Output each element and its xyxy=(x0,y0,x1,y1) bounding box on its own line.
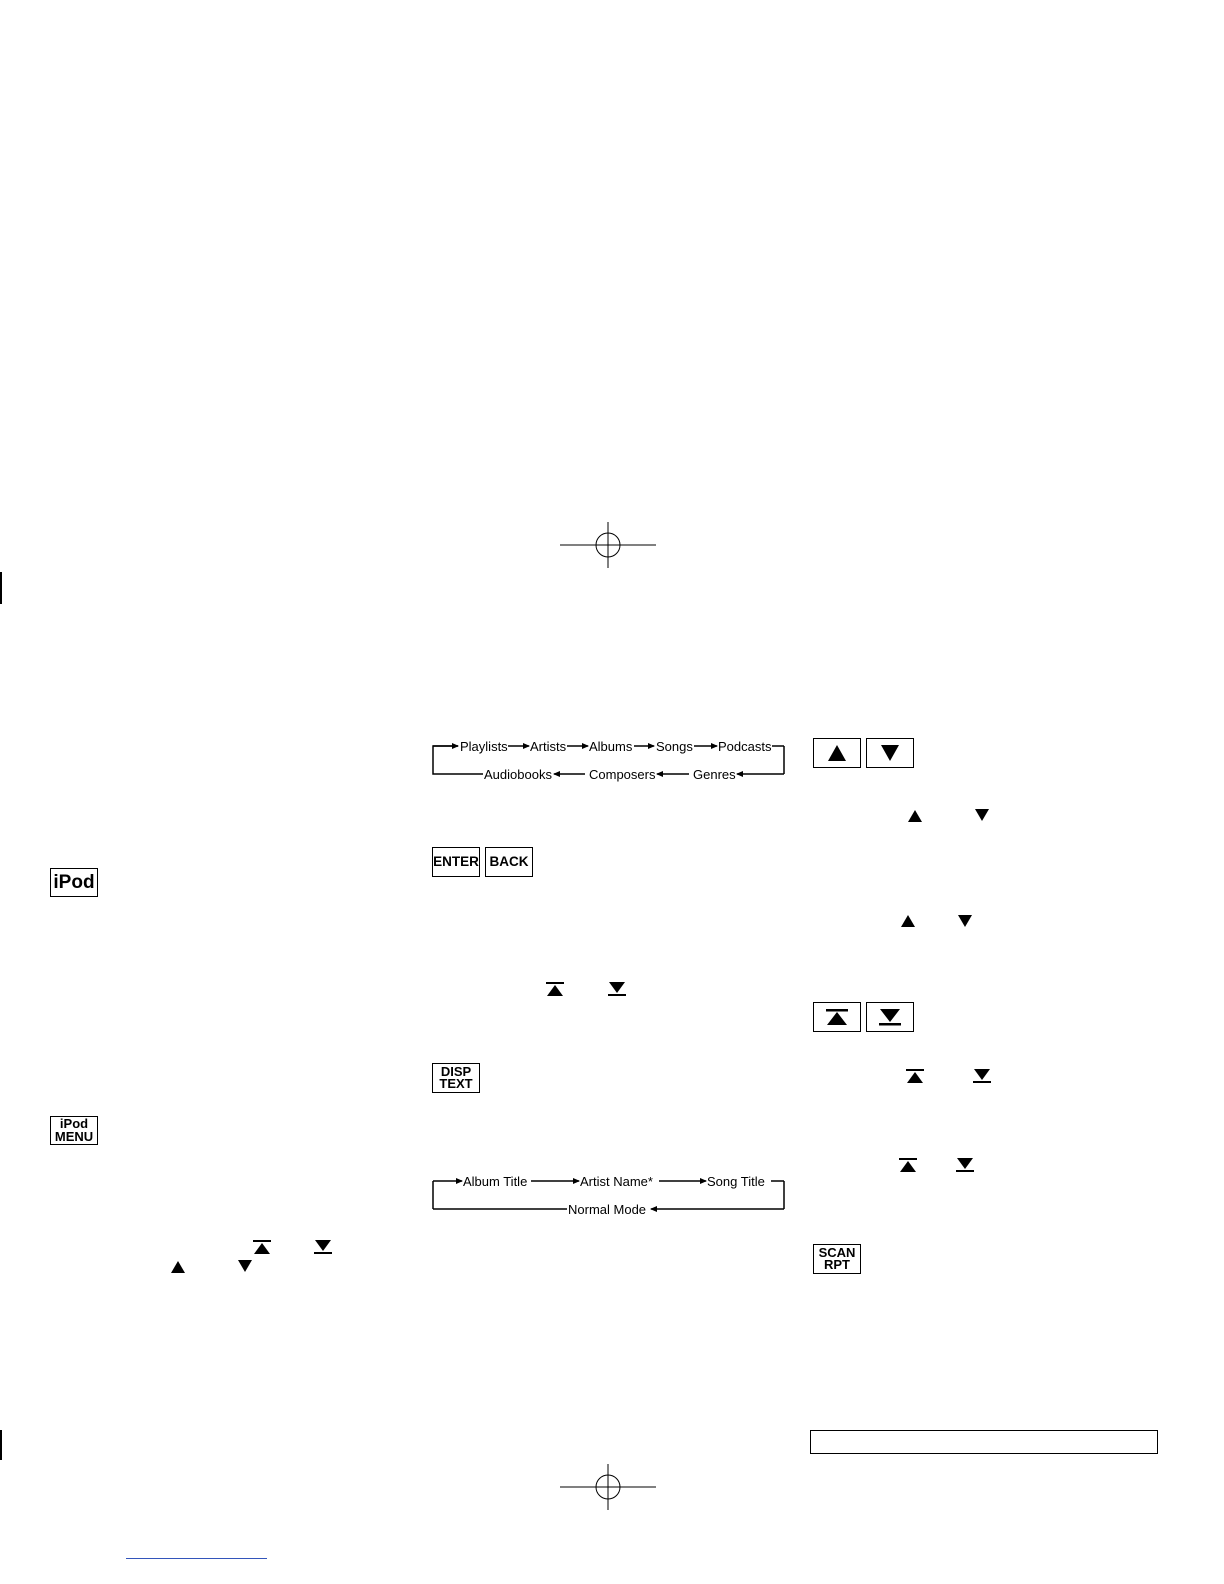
disp-label-1: DISP xyxy=(440,1063,472,1079)
flow-composers: Composers xyxy=(589,767,656,782)
ipod-menu-label-2: MENU xyxy=(54,1128,94,1144)
flow-normal-mode: Normal Mode xyxy=(568,1202,647,1217)
up-arrow-icon-right-2 xyxy=(900,914,916,928)
enter-button[interactable]: ENTER xyxy=(432,847,480,877)
ipod-menu-button[interactable] xyxy=(50,1116,98,1145)
down-arrow-icon-key xyxy=(867,739,912,766)
flow-podcasts: Podcasts xyxy=(718,739,772,754)
crop-mark-left-upper xyxy=(0,572,2,604)
skip-down-button[interactable] xyxy=(866,1002,914,1032)
up-button[interactable] xyxy=(813,738,861,768)
flow-albums: Albums xyxy=(589,739,633,754)
flow-artists: Artists xyxy=(530,739,567,754)
scan-rpt-button[interactable] xyxy=(813,1244,861,1274)
skip-down-icon-right-1 xyxy=(972,1069,992,1085)
footer-box xyxy=(810,1430,1158,1454)
menu-flow-diagram xyxy=(425,730,795,786)
skip-up-button[interactable] xyxy=(813,1002,861,1032)
registration-mark-top xyxy=(560,522,656,570)
flow-songs: Songs xyxy=(656,739,693,754)
skip-down-icon-right-2 xyxy=(955,1158,975,1174)
flow-audiobooks: Audiobooks xyxy=(484,767,552,782)
flow-song-title: Song Title xyxy=(707,1174,765,1189)
footer-rule xyxy=(126,1558,267,1559)
ipod-menu-label-1: iPod xyxy=(59,1116,89,1131)
skip-up-icon xyxy=(252,1240,272,1256)
skip-down-icon-key xyxy=(867,1003,912,1030)
flow-genres: Genres xyxy=(693,767,736,782)
flow-artist-name: Artist Name* xyxy=(580,1174,653,1189)
down-arrow-icon-right-1 xyxy=(974,808,990,822)
registration-mark-bottom xyxy=(560,1464,656,1512)
skip-up-icon-middle xyxy=(545,982,565,998)
display-flow-diagram xyxy=(425,1165,795,1221)
scan-label-2: RPT xyxy=(824,1257,850,1272)
up-arrow-icon-right-1 xyxy=(907,809,923,823)
scan-label-1: SCAN xyxy=(818,1244,856,1260)
ipod-button[interactable]: iPod xyxy=(50,868,98,897)
disp-text-button[interactable] xyxy=(432,1063,480,1093)
down-button[interactable] xyxy=(866,738,914,768)
disp-label-2: TEXT xyxy=(439,1076,473,1091)
flow-playlists: Playlists xyxy=(460,739,508,754)
down-arrow-icon xyxy=(237,1259,253,1273)
skip-up-icon-right-2 xyxy=(898,1158,918,1174)
skip-up-icon-right-1 xyxy=(905,1069,925,1085)
skip-down-icon-middle xyxy=(607,982,627,998)
skip-up-icon-key xyxy=(814,1003,859,1030)
flow-album-title: Album Title xyxy=(463,1174,528,1189)
back-button[interactable]: BACK xyxy=(485,847,533,877)
up-arrow-icon-key xyxy=(814,739,859,766)
crop-mark-left-lower xyxy=(0,1430,2,1460)
up-arrow-icon xyxy=(170,1260,186,1274)
down-arrow-icon-right-2 xyxy=(957,914,973,928)
skip-down-icon xyxy=(313,1240,333,1256)
